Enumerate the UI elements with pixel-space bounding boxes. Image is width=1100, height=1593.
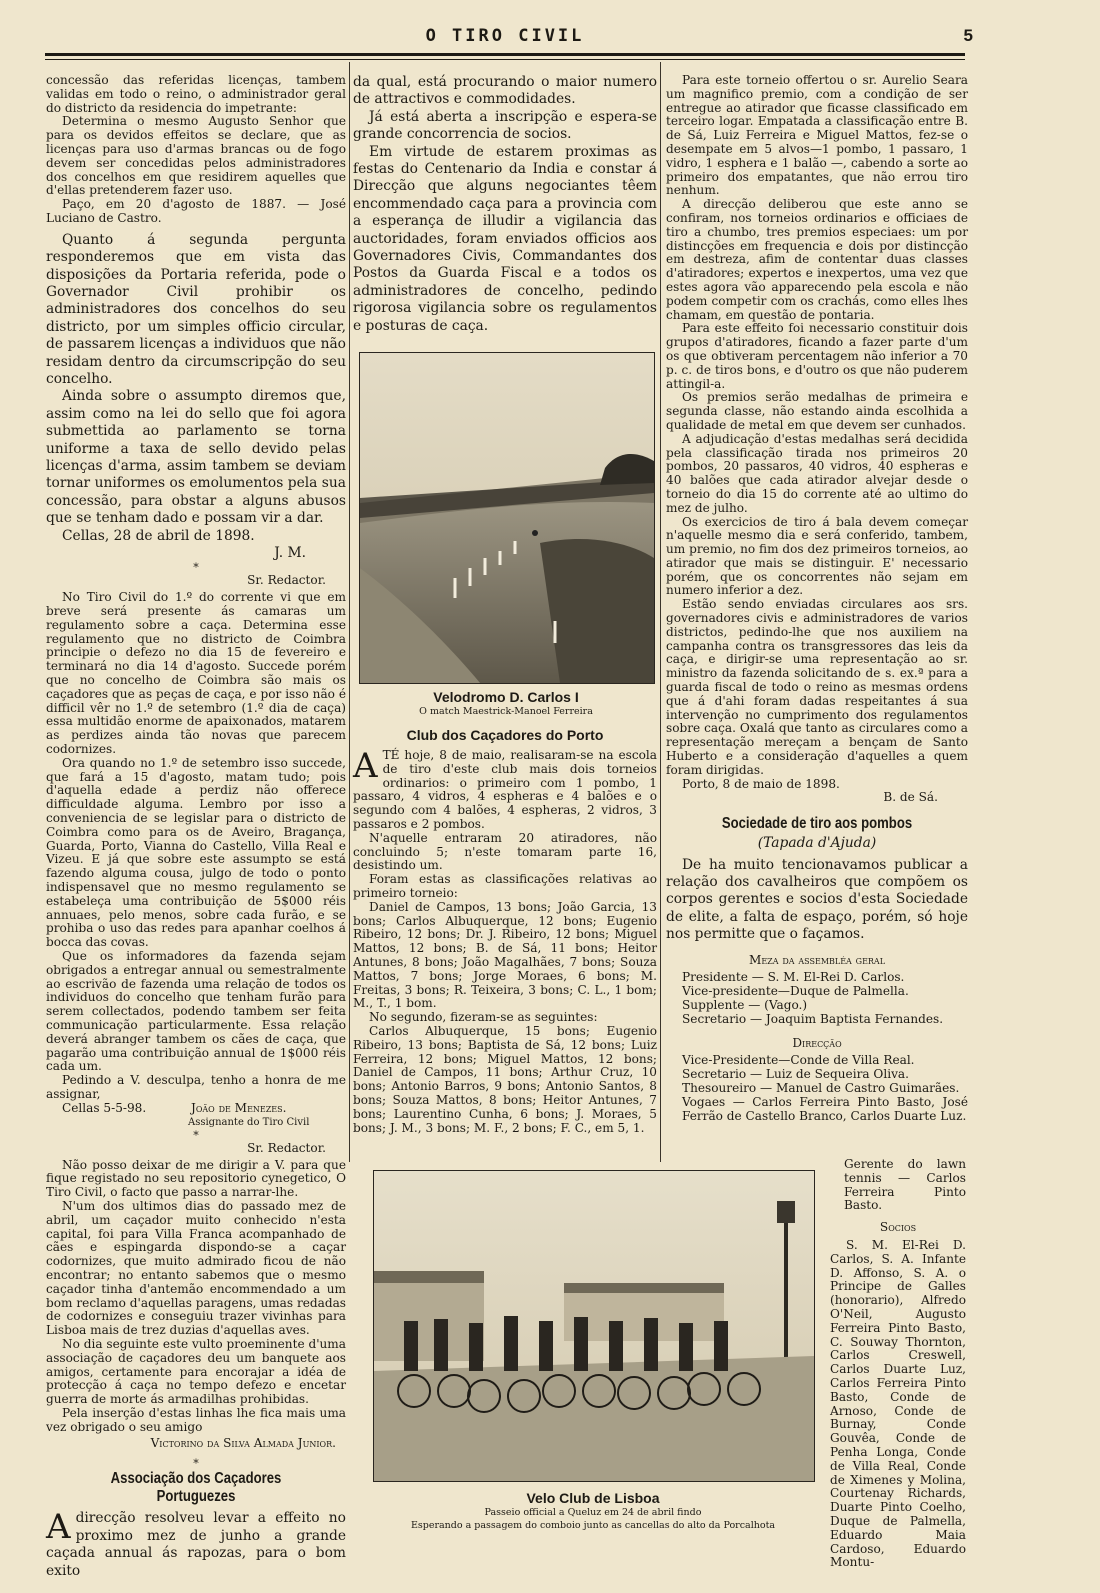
list-title: Direcção [792,1035,842,1050]
members-list: S. M. El-Rei D. Carlos, S. A. Infante D. Affonso, S. A. o Principe de Galles (honorario), Alfredo O'Neil, Augusto Ferreira Pinto Basto, C. Souway Thornton, Carlos Creswell, Carlos Duarte Luz, Carlos Ferreira Pinto Basto, Conde de Arnoso, Conde de Burnay, Conde Gouvêa, Conde de Penha Longa, Conde de Villa Real, Conde de Ximenes y Molina, Courtenay Richards, Duarte Pinto Coelho, Duque de Palmella, Eduardo Maia Cardoso, Eduardo Montu- [830,1237,966,1570]
paragraph: N'um dos ultimos dias do passado mez de abril, um caçador muito conhecido n'esta capital, foi para Villa Franca acompanhado de cães e espingarda dispondo-se a caçar codornizes, que muito admirado ficou de não encontrar; no entanto sabemos que o mesmo caçador tinha d'antemão encommendado a um bom reclamo d'aquellas paragens, umas redadas de codornizes e conseguiu trazer vivinhas para Lisboa mais de trez duzias d'aquellas aves. [46,1198,346,1338]
paragraph: A adjudicação d'estas medalhas será decidida pela classificação tirada nos primeiros 20 pombos, 20 passaros, 40 vidros, 40 espheras e 40 balões que cada atirador alvejar desde o torneio do dia 15 do corrente até ao ultimo do mez de julho. [666,431,968,515]
list-item: Secretario — Luiz de Sequeira Oliva. [682,1067,909,1082]
paragraph: concessão das referidas licenças, tambem validas em todo o reino, o administrador geral do districto da residencia do impetrante: [46,73,346,115]
section-heading: Associação dos Caçadores Portuguezes [110,1470,282,1506]
drop-cap: A [46,1507,71,1548]
paragraph: Determina o mesmo Augusto Senhor que para os devidos effeitos se declare, que as licenças para uso d'armas brancas ou de fogo devem ser concedidas pelos administradores dos concelhos em que residirem aquelles que d'ellas pretenderem fazer uso. [46,114,346,198]
paragraph: Para este effeito foi necessario constituir dois grupos d'atiradores, ficando a fazer parte d'um os que obtiveram percentagem não inferior a 70 p. c. de tiros bons, e d'outro os que não puderem attingil-a. [666,321,968,391]
signature-note: Assignante do Tiro Civil [188,1116,310,1128]
photo-caption [359,689,653,718]
signature: João de Menezes. [191,1100,287,1115]
header-rule [45,53,965,56]
separator-star: * [193,1457,199,1471]
list-title: Meza da assembléa geral [748,952,886,967]
column-divider [349,62,350,1162]
paragraph: Estão sendo enviadas circulares aos srs. governadores civis e administradores de varios districtos, pedindo-lhe que nos auxiliem na campanha contra os transgressores das leis da caça, e dirigir-se uma representação ao sr. ministro da fazenda solicitando de s. ex.ª para a guarda fiscal de todo o reino as mesmas ordens que á d'ahi foram dadas respeitantes á sua intervenção no cumprimento dos regulamentos sobre caça. Oxalá que tanto as circulares como a representação mereçam a bençam de Santo Huberto e a consideração d'aquelles a quem foram dirigidas. [666,597,968,777]
header-rule-thin [45,59,965,60]
caption-subtitle: O match Maestrick-Manoel Ferreira [419,706,593,717]
list-item: Presidente — S. M. El-Rei D. Carlos. [682,970,905,985]
paragraph: Pedindo a V. desculpa, tenho a honra de me assignar, [46,1073,346,1101]
letter-signoff [46,1102,346,1130]
column-divider [660,62,661,1162]
paragraph: Não posso deixar de me dirigir a V. para que fique registado no seu repositorio cynegetico, O Tiro Civil, o facto que passo a narrar-lhe. [46,1157,346,1200]
salutation: Sr. Redactor. [247,1140,326,1155]
paragraph: Os exercicios de tiro á bala devem começar n'aquelle mesmo dia e será conferido, tambem, um premio, no fim dos dez primeiros torneios, ao atirador que mais se distinguir. E' necessario porém, que os concorrentes não sejam em numero inferior a dez. [666,514,968,598]
caption-title: Velodromo D. Carlos I [433,689,579,705]
paragraph: De ha muito tencionavamos publicar a relação dos cavalheiros que compõem os corpos gerentes e socios d'esta Sociedade de elite, a falta de espaço, porém, só hoje nos permitte que o façamos. [666,856,968,943]
paragraph [353,746,657,832]
paragraph: N'aquelle entraram 20 atiradores, não concluindo 5; n'este tomaram parte 16, desistindo um. [353,830,657,873]
caption-title: Velo Club de Lisboa [526,1490,660,1506]
paragraph: Pela inserção d'estas linhas lhe fica mais uma vez obrigado o seu amigo [46,1405,346,1434]
column-1 [46,73,346,1579]
paragraph-text: TÉ hoje, 8 de maio, realisaram-se na escola de tiro d'este club mais dois torneios ordinarios: o primeiro com 1 pombo, 1 passaro, 4 vidros, 4 espheras e 4 balões e o segundo com 4 balões, 4 espheras, 2 vidros, 3 passaros e 2 pombos. [353,748,657,832]
paragraph: Foram estas as classificações relativas ao primeiro torneio: [353,872,657,901]
photo-caption [373,1490,813,1532]
separator-star: * [193,561,199,575]
list-item: Thesoureiro — Manuel de Castro Guimarães. [682,1081,960,1096]
cycling-club-image [374,1171,814,1481]
column-3 [666,74,968,1149]
list-item: Vice-Presidente—Conde de Villa Real. [682,1053,915,1068]
velodrome-photo [359,352,655,684]
members-sidebar [830,1158,966,1570]
signature: J. M. [274,545,306,562]
paragraph [46,1507,346,1580]
list-item: Supplente — (Vago.) [682,998,808,1013]
list-item: Vice-presidente—Duque de Palmella. [682,984,909,999]
paragraph: No dia seguinte este vulto proeminente d'uma associação de caçadores deu um banquete aos amigos, certamente para encorajar a idéa de protecção á caça no tempo defezo e encetar guerra de morte ás armadilhas prohibidas. [46,1336,346,1407]
paragraph: No segundo, fizeram-se as seguintes: [369,1010,598,1025]
newspaper-title: O TIRO CIVIL [425,26,585,46]
paragraph: Quanto á segunda pergunta responderemos que em vista das disposições da Portaria referida, pode o Governador Civil prohibir os administradores dos concelhos do seu districto, por um simples officio circular, de passarem licenças a individuos que não residam dentro da circumscripção do seu concelho. [46,231,346,388]
caption-subtitle: Esperando a passagem do comboio junto as cancellas do alto da Porcalhota [410,1520,776,1531]
paragraph: Paço, em 20 d'agosto de 1887. — José Luciano de Castro. [46,197,346,225]
velodrome-image [360,353,654,683]
page-number: 5 [963,26,973,45]
paragraph: Para este torneio offertou o sr. Aurelio Seara um magnifico premio, com a condição de ser entregue ao atirador que ficasse classificado em terceiro logar. Empatada a classificação entre B. de Sá, Luiz Ferreira e Miguel Mattos, fez-se o desempate em 5 alvos—1 pombo, 1 passaro, 1 vidro, 1 esphera e 1 balão —, cabendo a sorte ao primeiro dos empatantes, que não errou tiro nenhum. [666,73,968,198]
paragraph: Ainda sobre o assumpto diremos que, assim como na lei do sello que foi agora submettida ao parlamento se torna uniforme a taxa de sello devido pelas licenças d'arma, assim tambem se deviam tornar uniformes os emolumentos pela sua concessão, para obstar a alguns abusos que se tenham dado e possam vir a dar. [46,388,346,527]
paragraph: Carlos Albuquerque, 15 bons; Eugenio Ribeiro, 13 bons; Baptista de Sá, 12 bons; Luiz Ferreira, 12 bons; Miguel Mattos, 12 bons; Daniel de Campos, 11 bons; Arthur Cruz, 10 bons; Antonio Barros, 9 bons; Antonio Santos, 8 bons; Souza Mattos, 8 bons; Heitor Antunes, 7 bons; Laurentino Cunha, 6 bons; J. Moraes, 5 bons; J. M., 3 bons; M. F., 2 bons; F. C., em 5, 1. [353,1024,657,1135]
paragraph: Daniel de Campos, 13 bons; João Garcia, 13 bons; Carlos Albuquerque, 12 bons; Eugenio Ribeiro, 12 bons; Dr. J. Ribeiro, 12 bons; Miguel Mattos, 12 bons; B. de Sá, 11 bons; Heitor Antunes, 8 bons; João Magalhães, 7 bons; Souza Mattos, 7 bons; Jorge Moraes, 6 bons; M. Freitas, 3 bons; R. Teixeira, 3 bons; C. L., 1 bom; M., T., 1 bom. [353,899,657,1011]
paragraph: Que os informadores da fazenda sejam obrigados a entregar annual ou semestralmente ao escrivão de fazenda uma relação de todos os individuos do concelho que tenham furão para serem collectados, podendo tambem ser feita communicação particularmente. Essa relação deverá abranger tambem os cães de caça, que pagarão uma contribuição annual de 1$000 réis cada um. [46,949,346,1074]
separator-star: * [193,1128,199,1142]
paragraph: A direcção deliberou que este anno se confiram, nos torneios ordinarios e officiaes de tiro a chumbo, tres premios especiaes: um por distincções em frequencia e dois por distincção em destreza, afim de contentar duas classes d'atiradores; expertos e inexpertos, uma vez que estes agora vão apparecendo pela escola e não podem competir com os crachás, como elles lhes chamam, em questão de pontaria. [666,197,968,322]
paragraph: Já está aberta a inscripção e espera-se grande concorrencia de socios. [353,108,657,143]
paragraph: No Tiro Civil do 1.º do corrente vi que em breve será presente ás camaras um regulamento sobre a caça. Determina esse regulamento que no districto de Coimbra principie o defezo no dia 15 de fevereiro e terminará no dia 14 d'agosto. Succede porém que no concelho de Coimbra são mais os caçadores que as peças de caça, e por isso não é difficil vêr no 1.º de setembro (1.º dia de caça) essa multidão enorme de apaixonados, matarem as perdizes ainda tão novas que parecem codornizes. [46,590,346,757]
paragraph: Os premios serão medalhas de primeira e segunda classe, não estando ainda escolhida a qualidade de metal em que devem ser cunhados. [666,390,968,432]
section-heading: Sociedade de tiro aos pombos [721,815,913,833]
cycling-club-photo [373,1170,815,1482]
paragraph-text: direcção resolveu levar a effeito no proximo mez de junho a grande caçada annual ás rapozas, para o bom exito [46,1510,346,1579]
dateline: Cellas 5-5-98. [62,1100,147,1115]
signature: B. de Sá. [883,790,938,805]
paragraph: Em virtude de estarem proximas as festas do Centenario da India e constar á Direcção que alguns negociantes têem encommendado caça para a provincia com a esperança de illudir a vigilancia das auctoridades, foram enviados officios aos Governadores Civis, Commandantes dos Postos da Guarda Fiscal e a todos os administradores de concelho, pedindo rigorosa vigilancia sobre os regulamentos e posturas de caça. [353,143,657,334]
salutation: Sr. Redactor. [247,573,326,588]
masthead [45,26,973,48]
section-subheading: (Tapada d'Ajuda) [757,835,877,852]
dateline: Cellas, 28 de abril de 1898. [62,527,255,544]
signature: Victorino da Silva Almada Junior. [150,1435,336,1450]
paragraph: Ora quando no 1.º de setembro isso succede, que fará a 15 d'agosto, matam tudo; pois d'aquella edade a perdiz não offerece difficuldade alguma. Lembro por isso a conveniencia de se legislar para o districto de Coimbra como para os de Aveiro, Bragança, Guarda, Porto, Vianna do Castello, Villa Real e Vizeu. E já que sobre este assumpto se está fazendo alguma cousa, julgo de todo o ponto indispensavel que no mesmo regulamento se estabeleça uma contribuição de 5$000 réis annuaes, pelo menos, sobre cada furão, e se prohiba o uso das redes para apanhar coelhos á bocca das covas. [46,755,346,950]
list-item: Secretario — Joaquim Baptista Fernandes. [682,1011,944,1026]
dateline: Porto, 8 de maio de 1898. [682,776,840,791]
list-item: Gerente do lawn tennis — Carlos Ferreira Pinto Basto. [844,1157,966,1213]
list-title: Socios [879,1220,917,1235]
caption-subtitle: Passeio official a Queluz em 24 de abril findo [484,1507,702,1518]
paragraph: da qual, está procurando o maior numero de attractivos e commodidades. [353,74,657,108]
section-heading: Club dos Caçadores do Porto [406,727,604,744]
drop-cap: A [353,746,378,787]
list-item: Vogaes — Carlos Ferreira Pinto Basto, José Ferrão de Castello Branco, Carlos Duarte Luz. [682,1094,968,1123]
